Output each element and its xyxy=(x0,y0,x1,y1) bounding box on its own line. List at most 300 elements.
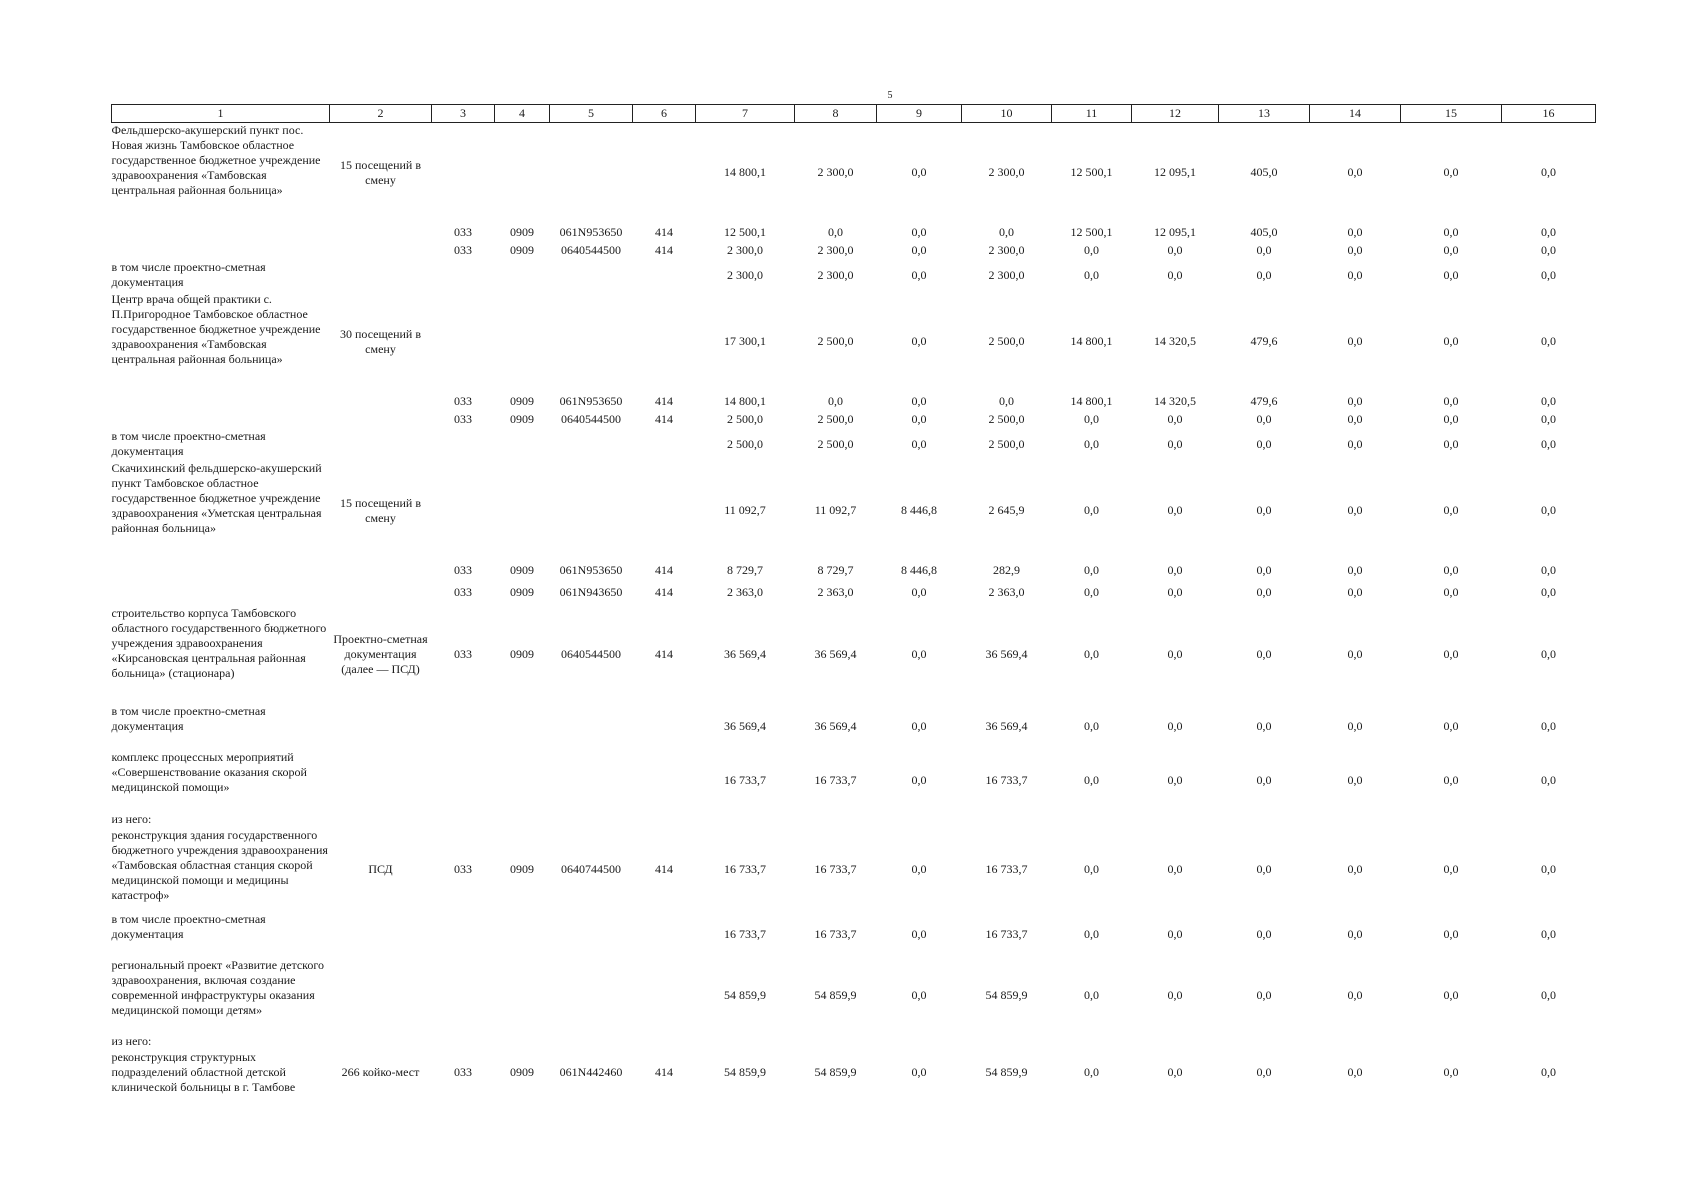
row-code-admin: 033 xyxy=(454,393,472,408)
row-value-col-13: 0,0 xyxy=(1256,412,1272,426)
row-name xyxy=(112,411,330,429)
table-row xyxy=(112,958,1596,1034)
row-code-section: 0909 xyxy=(510,562,534,577)
row-value-col-14: 0,0 xyxy=(1347,1065,1363,1079)
row-value-col-7: 16 733,7 xyxy=(724,862,766,876)
row-value-col-12: 0,0 xyxy=(1167,1065,1183,1079)
row-value-col-14: 0,0 xyxy=(1347,773,1363,787)
row-value-col-9: 0,0 xyxy=(911,224,927,239)
row-value-col-16: 0,0 xyxy=(1541,503,1556,517)
row-value-col-16: 0,0 xyxy=(1541,268,1556,282)
row-value-col-12: 0,0 xyxy=(1167,585,1183,599)
row-name: реконструкция здания государственного бюджетного учреждения здравоохранения «Тамбовская областная станция скорой медицинской помощи и медицины катастроф» xyxy=(111,827,328,902)
row-value-col-15: 0,0 xyxy=(1443,437,1459,451)
row-code-admin xyxy=(432,912,495,958)
row-value-col-7: 2 300,0 xyxy=(727,243,763,257)
row-value-col-11: 0,0 xyxy=(1084,719,1099,733)
row-code-admin xyxy=(432,461,495,561)
column-header-2: 2 xyxy=(330,105,432,123)
row-value-col-12: 0,0 xyxy=(1167,562,1183,577)
row-code-section: 0909 xyxy=(510,585,534,599)
row-value-col-11 xyxy=(1052,812,1132,828)
row-value-col-14: 0,0 xyxy=(1347,503,1363,517)
row-code-admin: 033 xyxy=(454,243,472,257)
row-value-col-11: 0,0 xyxy=(1084,412,1099,426)
row-value-col-7: 14 800,1 xyxy=(724,393,766,408)
row-value-col-13: 405,0 xyxy=(1250,224,1278,239)
row-value-col-16: 0,0 xyxy=(1541,334,1556,348)
row-value-col-10: 2 300,0 xyxy=(988,243,1025,257)
row-code-expense: 414 xyxy=(655,585,673,599)
row-value-col-13: 0,0 xyxy=(1256,719,1272,733)
row-code-admin: 033 xyxy=(454,562,472,577)
row-code-expense xyxy=(633,429,696,461)
row-value-col-8: 16 733,7 xyxy=(814,862,857,876)
row-value-col-15: 0,0 xyxy=(1443,412,1459,426)
row-value-col-7: 8 729,7 xyxy=(727,562,763,577)
row-value-col-9: 8 446,8 xyxy=(901,503,937,517)
row-name: региональный проект «Развитие детского здравоохранения, включая создание современной инфраструктуры оказания медицинской помощи детям» xyxy=(111,957,325,1017)
row-value-col-15: 0,0 xyxy=(1443,647,1459,661)
row-value-col-13: 0,0 xyxy=(1256,562,1272,577)
row-capacity xyxy=(330,750,432,812)
row-code-admin: 033 xyxy=(454,862,472,876)
row-value-col-12: 0,0 xyxy=(1167,927,1183,941)
row-value-col-8 xyxy=(795,1034,877,1050)
row-code-section: 0909 xyxy=(510,393,534,408)
row-capacity xyxy=(330,561,432,580)
row-value-col-16: 0,0 xyxy=(1541,393,1556,408)
row-value-col-7: 14 800,1 xyxy=(724,165,766,180)
row-value-col-10: 2 500,0 xyxy=(988,412,1025,426)
row-value-col-11: 0,0 xyxy=(1084,862,1099,876)
row-value-col-16: 0,0 xyxy=(1541,647,1556,661)
row-value-col-10: 16 733,7 xyxy=(985,773,1028,787)
row-value-col-13: 0,0 xyxy=(1256,647,1272,661)
row-code-expense: 414 xyxy=(655,1065,673,1079)
row-value-col-16: 0,0 xyxy=(1541,585,1556,599)
row-name: Центр врача общей практики с. П.Пригородное Тамбовское областное государственное бюджетное учреждение здравоохранения «Тамбовская центральная районная больница» xyxy=(111,291,321,366)
row-code-target xyxy=(550,912,633,958)
row-value-col-8: 2 500,0 xyxy=(817,334,854,348)
row-code-section xyxy=(495,958,550,1034)
row-value-col-11: 0,0 xyxy=(1084,927,1099,941)
row-capacity: 15 посещений в смену xyxy=(339,157,422,187)
row-value-col-8: 2 363,0 xyxy=(817,585,854,599)
table-row xyxy=(112,580,1596,606)
column-header-5: 5 xyxy=(550,105,633,123)
row-value-col-8 xyxy=(795,812,877,828)
row-code-admin: 033 xyxy=(454,224,472,239)
row-value-col-14: 0,0 xyxy=(1347,647,1363,661)
row-value-col-14: 0,0 xyxy=(1347,585,1363,599)
row-name: в том числе проектно-сметная документация xyxy=(111,428,266,458)
row-code-expense xyxy=(633,912,696,958)
row-value-col-8: 16 733,7 xyxy=(814,927,857,941)
row-value-col-15: 0,0 xyxy=(1443,503,1459,517)
row-value-col-9 xyxy=(877,1034,962,1050)
row-value-col-16: 0,0 xyxy=(1541,773,1556,787)
row-code-section xyxy=(495,260,550,292)
row-value-col-13: 479,6 xyxy=(1250,334,1278,348)
row-code-section xyxy=(495,1034,550,1050)
row-code-section xyxy=(495,292,550,392)
row-value-col-11: 0,0 xyxy=(1084,647,1099,661)
page-number: 5 xyxy=(887,90,893,101)
row-value-col-9: 0,0 xyxy=(911,773,927,787)
row-value-col-16: 0,0 xyxy=(1541,988,1556,1002)
row-value-col-14: 0,0 xyxy=(1347,393,1363,408)
row-code-target: 061N442460 xyxy=(559,1065,623,1079)
row-code-target: 0640744500 xyxy=(561,862,621,876)
row-code-expense: 414 xyxy=(655,647,673,661)
row-value-col-8: 2 500,0 xyxy=(817,412,854,426)
row-code-section xyxy=(495,812,550,828)
row-value-col-7 xyxy=(696,812,795,828)
row-value-col-13: 0,0 xyxy=(1256,585,1272,599)
row-value-col-15: 0,0 xyxy=(1443,224,1459,239)
row-code-section: 0909 xyxy=(510,412,534,426)
row-value-col-8: 8 729,7 xyxy=(817,562,854,577)
column-header-15: 15 xyxy=(1401,105,1502,123)
row-value-col-10: 2 363,0 xyxy=(988,585,1025,599)
row-capacity: Проектно-сметная документация (далее — ПСД) xyxy=(333,632,428,676)
row-value-col-10: 2 300,0 xyxy=(988,165,1025,180)
table-row xyxy=(112,750,1596,812)
row-capacity xyxy=(330,223,432,242)
row-value-col-11 xyxy=(1052,1034,1132,1050)
row-value-col-14: 0,0 xyxy=(1347,243,1363,257)
row-value-col-11: 0,0 xyxy=(1084,268,1099,282)
row-value-col-16: 0,0 xyxy=(1541,412,1556,426)
row-value-col-11: 0,0 xyxy=(1084,437,1099,451)
row-value-col-9: 0,0 xyxy=(911,862,927,876)
budget-table xyxy=(111,104,1596,1096)
row-value-col-12: 0,0 xyxy=(1167,988,1183,1002)
row-value-col-8: 2 300,0 xyxy=(817,243,854,257)
row-code-section xyxy=(495,704,550,750)
row-value-col-14: 0,0 xyxy=(1347,719,1363,733)
row-value-col-11: 0,0 xyxy=(1084,243,1099,257)
row-capacity xyxy=(330,580,432,606)
table-row xyxy=(112,411,1596,429)
table-row xyxy=(112,828,1596,912)
row-code-target: 0640544500 xyxy=(561,647,621,661)
row-value-col-12: 0,0 xyxy=(1167,243,1183,257)
table-row xyxy=(112,429,1596,461)
row-value-col-14: 0,0 xyxy=(1347,562,1363,577)
row-capacity xyxy=(330,429,432,461)
row-value-col-16: 0,0 xyxy=(1541,862,1556,876)
row-code-admin xyxy=(432,123,495,223)
row-value-col-13: 0,0 xyxy=(1256,243,1272,257)
header-row xyxy=(112,105,1596,123)
row-value-col-8: 36 569,4 xyxy=(814,719,857,733)
row-value-col-7: 36 569,4 xyxy=(724,647,766,661)
row-code-target: 0640544500 xyxy=(561,412,621,426)
row-value-col-8: 0,0 xyxy=(828,224,843,239)
row-code-section xyxy=(495,912,550,958)
column-header-3: 3 xyxy=(432,105,495,123)
row-code-admin xyxy=(432,429,495,461)
table-row xyxy=(112,292,1596,392)
row-value-col-15: 0,0 xyxy=(1443,862,1459,876)
table-header xyxy=(112,105,1596,123)
row-value-col-10: 16 733,7 xyxy=(985,927,1028,941)
row-value-col-8: 2 500,0 xyxy=(817,437,854,451)
row-code-expense xyxy=(633,750,696,812)
row-code-target: 0640544500 xyxy=(561,243,621,257)
row-code-target: 061N953650 xyxy=(559,562,623,577)
row-value-col-14 xyxy=(1310,812,1401,828)
row-capacity: 15 посещений в смену xyxy=(339,495,422,525)
row-code-target xyxy=(550,429,633,461)
row-value-col-16: 0,0 xyxy=(1541,165,1556,180)
row-value-col-12: 0,0 xyxy=(1167,647,1183,661)
row-name: в том числе проектно-сметная документация xyxy=(111,703,266,733)
row-value-col-10: 54 859,9 xyxy=(985,988,1028,1002)
row-code-admin xyxy=(432,260,495,292)
row-code-expense: 414 xyxy=(655,224,673,239)
row-value-col-13: 0,0 xyxy=(1256,862,1272,876)
row-value-col-9: 0,0 xyxy=(911,647,927,661)
row-value-col-15: 0,0 xyxy=(1443,719,1459,733)
row-name xyxy=(112,580,330,606)
row-code-expense: 414 xyxy=(655,562,673,577)
row-value-col-13: 0,0 xyxy=(1256,988,1272,1002)
row-code-admin: 033 xyxy=(454,1065,472,1079)
table-row xyxy=(112,223,1596,242)
row-value-col-16: 0,0 xyxy=(1541,224,1556,239)
row-value-col-11: 12 500,1 xyxy=(1070,165,1113,180)
row-name: в том числе проектно-сметная документация xyxy=(111,911,266,941)
row-name xyxy=(112,223,330,242)
row-name: из него: xyxy=(111,811,152,826)
row-code-admin xyxy=(432,1034,495,1050)
row-value-col-15: 0,0 xyxy=(1443,1065,1459,1079)
row-value-col-10: 0,0 xyxy=(999,224,1014,239)
row-value-col-8: 36 569,4 xyxy=(814,647,857,661)
row-capacity xyxy=(330,812,432,828)
row-value-col-7: 11 092,7 xyxy=(724,503,766,517)
table-row xyxy=(112,260,1596,292)
row-name: Фельдшерско-акушерский пункт пос. Новая жизнь Тамбовское областное государственное бюджетное учреждение здравоохранения «Тамбовская центральная районная больница» xyxy=(111,123,321,197)
row-capacity xyxy=(330,392,432,411)
row-code-target xyxy=(550,461,633,561)
row-value-col-10: 2 645,9 xyxy=(988,503,1025,517)
row-code-section xyxy=(495,123,550,223)
row-value-col-16: 0,0 xyxy=(1541,1065,1556,1079)
row-code-expense xyxy=(633,260,696,292)
row-value-col-7: 2 500,0 xyxy=(727,437,763,451)
row-value-col-10: 282,9 xyxy=(993,562,1020,577)
row-value-col-9: 0,0 xyxy=(911,165,927,180)
row-value-col-11: 14 800,1 xyxy=(1070,334,1113,348)
row-value-col-11: 12 500,1 xyxy=(1070,224,1113,239)
row-value-col-16: 0,0 xyxy=(1541,719,1556,733)
row-code-admin: 033 xyxy=(454,585,472,599)
row-value-col-15: 0,0 xyxy=(1443,773,1459,787)
row-code-target: 061N953650 xyxy=(559,224,623,239)
row-value-col-11: 0,0 xyxy=(1084,503,1099,517)
row-code-expense: 414 xyxy=(655,412,673,426)
row-name: из него: xyxy=(111,1033,152,1048)
row-code-target xyxy=(550,1034,633,1050)
table-row xyxy=(112,912,1596,958)
row-value-col-16: 0,0 xyxy=(1541,437,1556,451)
row-value-col-9: 0,0 xyxy=(911,243,927,257)
table-row xyxy=(112,606,1596,704)
row-value-col-15: 0,0 xyxy=(1443,334,1459,348)
row-value-col-15: 0,0 xyxy=(1443,393,1459,408)
table-row xyxy=(112,392,1596,411)
row-value-col-9 xyxy=(877,812,962,828)
row-value-col-14: 0,0 xyxy=(1347,437,1363,451)
row-value-col-15: 0,0 xyxy=(1443,165,1459,180)
table-body xyxy=(112,123,1596,1096)
table-row xyxy=(112,242,1596,260)
table-row xyxy=(112,1050,1596,1096)
row-value-col-14 xyxy=(1310,1034,1401,1050)
row-capacity xyxy=(330,411,432,429)
row-capacity: 30 посещений в смену xyxy=(339,326,422,356)
row-value-col-10: 2 500,0 xyxy=(988,437,1025,451)
row-value-col-14: 0,0 xyxy=(1347,268,1363,282)
row-value-col-16: 0,0 xyxy=(1541,243,1556,257)
row-value-col-14: 0,0 xyxy=(1347,165,1363,180)
row-code-section: 0909 xyxy=(510,862,534,876)
row-name: в том числе проектно-сметная документация xyxy=(111,259,266,289)
row-value-col-9: 0,0 xyxy=(911,393,927,408)
row-value-col-15: 0,0 xyxy=(1443,585,1459,599)
row-code-admin: 033 xyxy=(454,647,472,661)
row-value-col-13 xyxy=(1219,812,1310,828)
column-header-16: 16 xyxy=(1502,105,1596,123)
column-header-11: 11 xyxy=(1052,105,1132,123)
row-value-col-12: 0,0 xyxy=(1167,773,1183,787)
row-code-section xyxy=(495,750,550,812)
row-code-expense xyxy=(633,704,696,750)
row-code-admin xyxy=(432,292,495,392)
column-header-4: 4 xyxy=(495,105,550,123)
row-value-col-10 xyxy=(962,1034,1052,1050)
row-value-col-10: 36 569,4 xyxy=(985,719,1028,733)
row-capacity xyxy=(330,704,432,750)
row-code-target xyxy=(550,958,633,1034)
row-code-target: 061N953650 xyxy=(559,393,623,408)
column-header-10: 10 xyxy=(962,105,1052,123)
row-code-expense xyxy=(633,1034,696,1050)
row-value-col-12: 12 095,1 xyxy=(1154,224,1196,239)
row-value-col-15 xyxy=(1401,812,1502,828)
row-value-col-10: 54 859,9 xyxy=(985,1065,1028,1079)
row-value-col-7: 16 733,7 xyxy=(724,927,766,941)
row-value-col-10 xyxy=(962,812,1052,828)
row-name: комплекс процессных мероприятий «Совершенствование оказания скорой медицинской помощи» xyxy=(111,749,307,794)
column-header-12: 12 xyxy=(1132,105,1219,123)
row-capacity xyxy=(330,260,432,292)
row-value-col-7: 36 569,4 xyxy=(724,719,766,733)
row-value-col-13 xyxy=(1219,1034,1310,1050)
row-capacity xyxy=(330,242,432,260)
row-value-col-10: 2 500,0 xyxy=(988,334,1025,348)
row-value-col-11: 0,0 xyxy=(1084,988,1099,1002)
row-value-col-7: 2 300,0 xyxy=(727,268,763,282)
row-value-col-14: 0,0 xyxy=(1347,224,1363,239)
row-value-col-12 xyxy=(1132,812,1219,828)
column-header-9: 9 xyxy=(877,105,962,123)
row-code-expense xyxy=(633,958,696,1034)
row-value-col-11: 0,0 xyxy=(1084,585,1099,599)
row-value-col-12: 0,0 xyxy=(1167,503,1183,517)
row-code-target xyxy=(550,704,633,750)
column-header-13: 13 xyxy=(1219,105,1310,123)
row-code-target xyxy=(550,750,633,812)
row-code-target xyxy=(550,260,633,292)
row-code-expense xyxy=(633,123,696,223)
row-capacity: ПСД xyxy=(368,862,393,876)
row-value-col-9: 0,0 xyxy=(911,988,927,1002)
column-header-14: 14 xyxy=(1310,105,1401,123)
row-value-col-15 xyxy=(1401,1034,1502,1050)
row-code-section: 0909 xyxy=(510,243,534,257)
row-value-col-9: 8 446,8 xyxy=(901,562,937,577)
row-value-col-7: 2 363,0 xyxy=(727,585,763,599)
row-code-admin xyxy=(432,958,495,1034)
row-value-col-12: 12 095,1 xyxy=(1154,165,1196,180)
row-value-col-12: 0,0 xyxy=(1167,862,1183,876)
row-code-expense xyxy=(633,812,696,828)
row-value-col-7: 12 500,1 xyxy=(724,224,766,239)
row-value-col-15: 0,0 xyxy=(1443,268,1459,282)
table-row xyxy=(112,461,1596,561)
row-value-col-8: 2 300,0 xyxy=(817,268,854,282)
row-value-col-9: 0,0 xyxy=(911,927,927,941)
column-header-7: 7 xyxy=(696,105,795,123)
row-value-col-15: 0,0 xyxy=(1443,562,1459,577)
row-code-section: 0909 xyxy=(510,1065,534,1079)
row-value-col-11: 0,0 xyxy=(1084,1065,1099,1079)
table-row xyxy=(112,1034,1596,1050)
column-header-6: 6 xyxy=(633,105,696,123)
row-value-col-8: 0,0 xyxy=(828,393,843,408)
row-value-col-13: 479,6 xyxy=(1250,393,1278,408)
row-value-col-9: 0,0 xyxy=(911,1065,927,1079)
row-value-col-9: 0,0 xyxy=(911,268,927,282)
row-code-section xyxy=(495,461,550,561)
row-value-col-16 xyxy=(1502,1034,1596,1050)
row-value-col-9: 0,0 xyxy=(911,437,927,451)
row-value-col-13: 0,0 xyxy=(1256,927,1272,941)
row-value-col-12: 0,0 xyxy=(1167,719,1183,733)
column-header-1: 1 xyxy=(112,105,330,123)
row-value-col-10: 2 300,0 xyxy=(988,268,1025,282)
row-name: Скачихинский фельдшерско-акушерский пункт Тамбовское областное государственное бюджетное учреждение здравоохранения «Уметская центральная районная больница» xyxy=(111,460,322,535)
row-value-col-9: 0,0 xyxy=(911,585,927,599)
table-row xyxy=(112,561,1596,580)
row-value-col-14: 0,0 xyxy=(1347,334,1363,348)
row-code-section xyxy=(495,429,550,461)
row-value-col-14: 0,0 xyxy=(1347,862,1363,876)
row-name: строительство корпуса Тамбовского областного государственного бюджетного учреждения здравоохранения «Кирсановская центральная районная больница» (стационара) xyxy=(111,605,327,680)
row-name xyxy=(112,561,330,580)
row-value-col-16: 0,0 xyxy=(1541,562,1556,577)
row-value-col-7: 54 859,9 xyxy=(724,988,766,1002)
row-value-col-8: 2 300,0 xyxy=(817,165,854,180)
row-value-col-9: 0,0 xyxy=(911,412,927,426)
row-value-col-15: 0,0 xyxy=(1443,927,1459,941)
row-value-col-11: 0,0 xyxy=(1084,562,1099,577)
